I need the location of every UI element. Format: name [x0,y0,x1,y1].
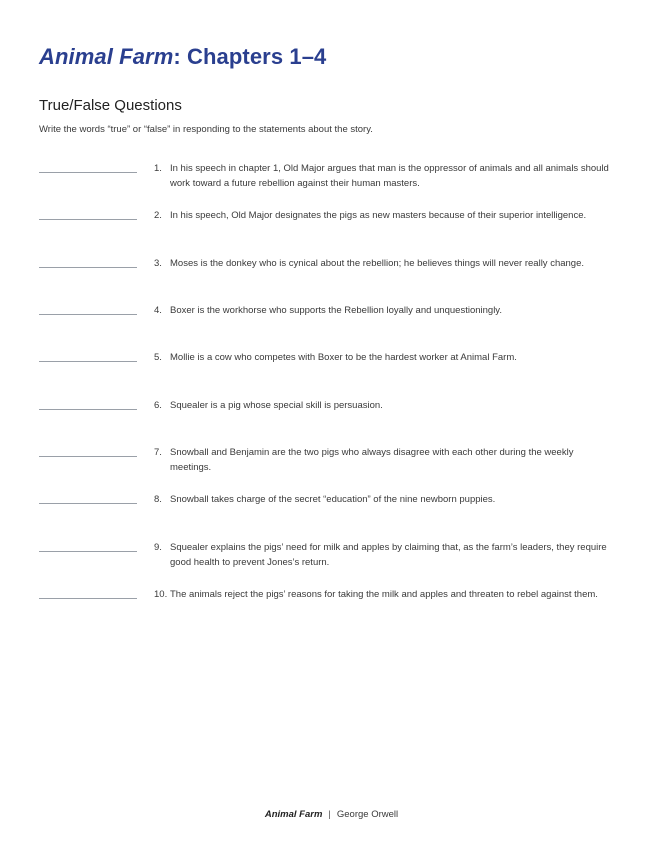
answer-line[interactable] [39,267,137,268]
section-heading: True/False Questions [39,97,182,114]
instructions: Write the words “true” or “false” in responding to the statements about the story. [39,124,373,135]
question-text: Squealer is a pig whose special skill is persuasion. [170,400,383,411]
answer-line[interactable] [39,551,137,552]
question-number: 8. [154,494,162,505]
answer-line[interactable] [39,361,137,362]
question-text: Mollie is a cow who competes with Boxer to be the hardest worker at Animal Farm. [170,352,517,363]
question-text: Boxer is the workhorse who supports the Rebellion loyally and unquestioningly. [170,305,502,316]
question-number: 10. [154,589,168,600]
answer-line[interactable] [39,598,137,599]
answer-line[interactable] [39,503,137,504]
question-text: Snowball and Benjamin are the two pigs who always disagree with each other during the weekly meetings. [170,447,574,473]
question-text: In his speech in chapter 1, Old Major argues that man is the oppressor of animals and all animals should work toward a future rebellion against their human masters. [170,163,609,189]
question-text: Snowball takes charge of the secret “education” of the nine newborn puppies. [170,494,496,505]
answer-line[interactable] [39,409,137,410]
question-number: 9. [154,542,162,553]
answer-line[interactable] [39,314,137,315]
question-text: The animals reject the pigs’ reasons for taking the milk and apples and threaten to rebel against them. [170,589,598,600]
answer-line[interactable] [39,219,137,220]
page-title-book: Animal Farm [39,44,174,69]
answer-line[interactable] [39,456,137,457]
footer-separator: | [328,809,331,820]
question-text: Squealer explains the pigs’ need for milk and apples by claiming that, as the farm’s leaders, they require good health to prevent Jones’s return. [170,542,607,568]
page-footer [0,809,663,820]
question-number: 2. [154,210,162,221]
answer-line[interactable] [39,172,137,173]
question-text: In his speech, Old Major designates the pigs as new masters because of their superior intelligence. [170,210,587,221]
footer-book-title: Animal Farm [264,809,323,820]
question-number: 4. [154,305,162,316]
question-number: 5. [154,352,162,363]
question-number: 1. [154,163,162,174]
page-title-chapters: : Chapters 1–4 [173,44,327,69]
footer-author: George Orwell [336,809,399,820]
question-number: 7. [154,447,162,458]
question-text: Moses is the donkey who is cynical about the rebellion; he believes things will never really change. [170,258,585,269]
question-number: 6. [154,400,162,411]
question-number: 3. [154,258,162,269]
